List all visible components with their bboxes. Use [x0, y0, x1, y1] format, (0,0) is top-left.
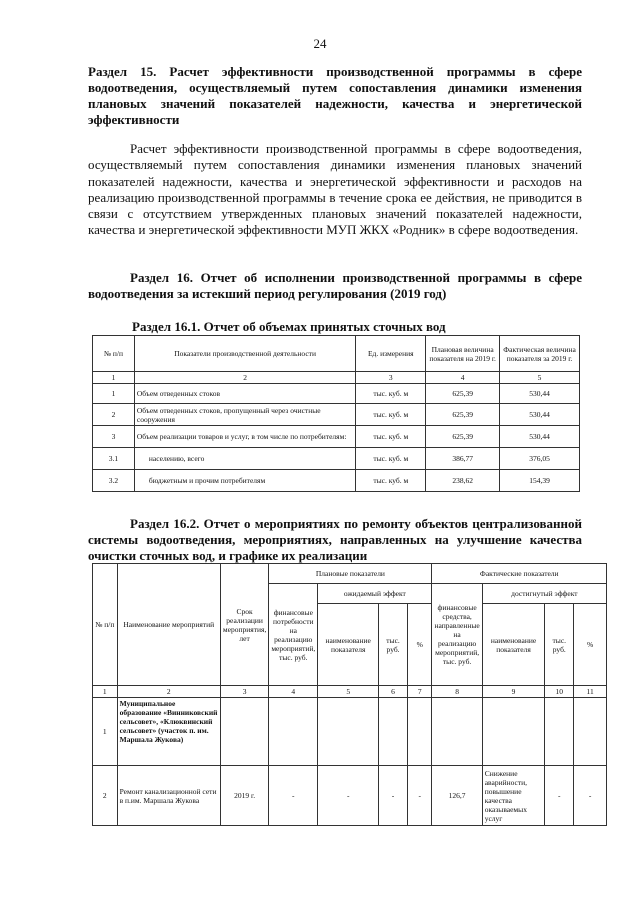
col-header-plan: Плановая величина показателя на 2019 г. [426, 336, 500, 372]
col-number: 3 [220, 686, 268, 698]
row-c9: Снижение аварийности, повышение качества оказываемых услуг [482, 766, 545, 826]
row-num: 3.1 [93, 448, 135, 470]
row-name: Объем реализации товаров и услуг, в том числе по потребителям: [134, 426, 355, 448]
col-header-eff-rub: тыс. руб. [379, 604, 408, 686]
row-c8: 126,7 [432, 766, 482, 826]
col-header-num: № п/п [93, 564, 118, 686]
row-fact: 530,44 [500, 404, 580, 426]
col-number: 3 [356, 372, 426, 384]
row-c4 [269, 698, 318, 766]
row-plan: 625,39 [426, 404, 500, 426]
row-plan: 386,77 [426, 448, 500, 470]
col-header-plan-fin: финансовые потребности на реализацию мероприятий, тыс. руб. [269, 584, 318, 686]
row-plan: 238,62 [426, 470, 500, 492]
row-term: 2019 г. [220, 766, 268, 826]
col-numbers-row [93, 372, 580, 384]
col-header-indicator: Показатели производственной деятельности [134, 336, 355, 372]
row-name: Муниципальное образование «Винниковский сельсовет», «Клюквинский сельсовет» (участок п. им. Маршала Жукова) [117, 698, 220, 766]
section16-1-heading: Раздел 16.1. Отчет об объемах принятых сточных вод [132, 319, 446, 334]
col-header-unit: Ед. измерения [356, 336, 426, 372]
row-fact: 530,44 [500, 384, 580, 404]
row-c7 [407, 698, 432, 766]
col-number: 10 [545, 686, 574, 698]
col-header-name: Наименование мероприятий [117, 564, 220, 686]
row-num: 1 [93, 698, 118, 766]
row-fact: 530,44 [500, 426, 580, 448]
row-c4: - [269, 766, 318, 826]
col-header-eff-rub: тыс. руб. [545, 604, 574, 686]
col-number: 5 [500, 372, 580, 384]
col-header-planned: Плановые показатели [269, 564, 432, 584]
row-unit: тыс. куб. м [356, 470, 426, 492]
col-number: 5 [318, 686, 379, 698]
col-header-actual: Фактические показатели [432, 564, 607, 584]
row-name: Объем отведенных стоков [134, 384, 355, 404]
row-c10: - [545, 766, 574, 826]
row-name: бюджетным и прочим потребителям [134, 470, 355, 492]
row-c11: - [574, 766, 607, 826]
page-number: 24 [313, 36, 327, 51]
row-fact: 154,39 [500, 470, 580, 492]
section16-heading: Раздел 16. Отчет об исполнении производственной программы в сфере водоотведения за истекший период регулирования (2019 год) [88, 270, 582, 301]
section15-body: Расчет эффективности производственной программы в сфере водоотведения, осуществляемый путем сопоставления динамики изменения плановых значений показателей надежности, качества и энергетической эффективности и расходов на реализацию производственной программы в течение срока ее действия, не приводится в связи с отсутствием утвержденных плановых значений показателей надежности, качества и энергетической эффективности МУП ЖКХ «Родник» в сфере водоотведения. [88, 141, 582, 238]
col-header-achieved: достигнутый эффект [482, 584, 606, 604]
row-c8 [432, 698, 482, 766]
row-plan: 625,39 [426, 426, 500, 448]
volumes-table [92, 335, 580, 492]
col-header-eff-name: наименование показателя [482, 604, 545, 686]
measures-table [92, 563, 607, 826]
row-num: 3 [93, 426, 135, 448]
row-c9 [482, 698, 545, 766]
col-header-eff-name: наименование показателя [318, 604, 379, 686]
col-number: 2 [134, 372, 355, 384]
col-number: 9 [482, 686, 545, 698]
table-row [93, 698, 607, 766]
row-num: 2 [93, 404, 135, 426]
col-number: 8 [432, 686, 482, 698]
section16-2-heading: Раздел 16.2. Отчет о мероприятиях по ремонту объектов централизованной системы водоотведения, мероприятиях, направленных на улучшение качества очистки сточных вод, и графике их реализации [88, 516, 582, 563]
col-header-num: № п/п [93, 336, 135, 372]
col-header-eff-pct: % [407, 604, 432, 686]
row-c6 [379, 698, 408, 766]
row-name: Ремонт канализационной сети в п.им. Маршала Жукова [117, 766, 220, 826]
row-num: 3.2 [93, 470, 135, 492]
col-number: 4 [269, 686, 318, 698]
row-c7: - [407, 766, 432, 826]
table-row [93, 448, 580, 470]
col-header-fact-fin: финансовые средства, направленные на реализацию мероприятий, тыс. руб. [432, 584, 482, 686]
row-term [220, 698, 268, 766]
row-unit: тыс. куб. м [356, 426, 426, 448]
section15-heading: Раздел 15. Расчет эффективности производственной программы в сфере водоотведения, осуществляемый путем сопоставления динамики изменения плановых значений показателей надежности, качества и энергетической эффективности [88, 64, 582, 127]
table-row [93, 404, 580, 426]
row-fact: 376,05 [500, 448, 580, 470]
col-number: 7 [407, 686, 432, 698]
row-unit: тыс. куб. м [356, 448, 426, 470]
col-number: 11 [574, 686, 607, 698]
table-row [93, 766, 607, 826]
row-num: 1 [93, 384, 135, 404]
col-number: 6 [379, 686, 408, 698]
row-unit: тыс. куб. м [356, 384, 426, 404]
col-number: 1 [93, 372, 135, 384]
col-numbers-row [93, 686, 607, 698]
col-header-fact: Фактическая величина показателя за 2019 г. [500, 336, 580, 372]
row-plan: 625,39 [426, 384, 500, 404]
row-num: 2 [93, 766, 118, 826]
col-header-term: Срок реализации мероприятия, лет [220, 564, 268, 686]
row-c5: - [318, 766, 379, 826]
col-header-eff-pct: % [574, 604, 607, 686]
table-row [93, 426, 580, 448]
col-header-expected: ожидаемый эффект [318, 584, 432, 604]
col-number: 4 [426, 372, 500, 384]
measures-header-row [93, 564, 607, 584]
row-c5 [318, 698, 379, 766]
col-number: 1 [93, 686, 118, 698]
row-name: населению, всего [134, 448, 355, 470]
row-c11 [574, 698, 607, 766]
col-number: 2 [117, 686, 220, 698]
volumes-table-header [93, 336, 580, 372]
table-row [93, 384, 580, 404]
row-name: Объем отведенных стоков, пропущенный через очистные сооружения [134, 404, 355, 426]
row-unit: тыс. куб. м [356, 404, 426, 426]
table-row [93, 470, 580, 492]
row-c10 [545, 698, 574, 766]
row-c6: - [379, 766, 408, 826]
